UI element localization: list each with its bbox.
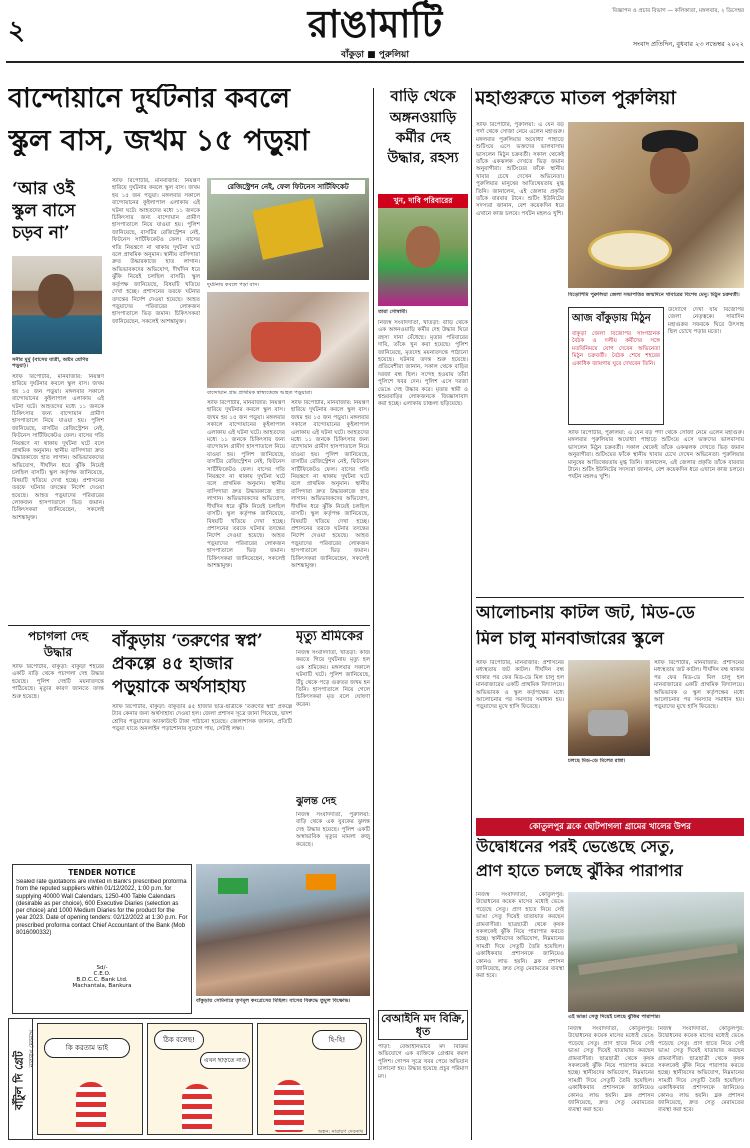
anganwadi-kicker: বাড়ি থেকে (390, 88, 456, 105)
lead-quote: ‘আর ওই স্কুল বাসে চড়ব না’ (12, 179, 76, 243)
mithun-inset-box (568, 307, 664, 425)
portrait-caption: সনীর মুর্মু (বাসের যাত্রী, অষ্টম শ্রেণির পড়ুয়া)। (12, 357, 89, 370)
photo-banner: রেজিস্ট্রেশন নেই, ফেল ফিটনেস সার্টিফিকেট (211, 180, 365, 194)
patient-shape (251, 322, 321, 362)
batul-figure-3 (274, 1080, 304, 1132)
midday-headline-2: মিল চালু মানবাজারের স্কুলে (476, 630, 664, 649)
lead-headline-1: বান্দোয়ানে দুর্ঘটনার কবলে (8, 84, 290, 114)
masthead-top-right: বিজ্ঞাপন ও প্রচার বিভাগ — কলিকাতা, মঙ্গলবার, ২ ডিসেম্বর (612, 8, 744, 14)
bridge-body-3: নিজস্ব সংবাদদাতা, কোতুলপুর: উদ্বোধনের কয়েক মাসের মধ্যেই ভেঙে পড়েছে সেতু। প্রাণ হাতে নিয়ে সেই ভাঙা সেতু দিয়েই যাতায়াত করছেন গ্রামবাসীরা। ছাত্রছাত্রী থেকে কৃষক সকলকেই ঝুঁকি নিয়ে পারাপার করতে হচ্ছে। স্থানীয়দের অভিযোগ, নিম্নমানের সামগ্রী দিয়ে সেতুটি তৈরি হয়েছিল। একাধিকবার প্রশাসনকে জানিয়েও কোনও লাভ হয়নি। ব্লক প্রশাসন জানিয়েছে, দ্রুত সেতু মেরামতের ব্যবস্থা করা হবে। (658, 1026, 744, 1114)
comic-panel-3 (257, 1023, 367, 1135)
bus-shape (252, 198, 323, 260)
labourer-headline: মৃত্যু শ্রমিকের (296, 630, 364, 644)
liquor-body: পাড়া: বেআইনিভাবে মদ বিক্রির অভিযোগে এক ব্যক্তিকে গ্রেপ্তার করল পুলিশ। গোপন সূত্রে খবর পেয়ে অভিযান চালানো হয়। উদ্ধার হয়েছে প্রচুর পরিমাণ মদ। (378, 1044, 468, 1080)
bridge-body: নিজস্ব সংবাদদাতা, কোতুলপুর: উদ্বোধনের কয়েক মাসের মধ্যেই ভেঙে পড়েছে সেতু। প্রাণ হাতে নিয়ে সেই ভাঙা সেতু দিয়েই যাতায়াত করছেন গ্রামবাসীরা। ছাত্রছাত্রী থেকে কৃষক সকলকেই ঝুঁকি নিয়ে পারাপার করতে হচ্ছে। স্থানীয়দের অভিযোগ, নিম্নমানের সামগ্রী দিয়ে সেতুটি তৈরি হয়েছিল। একাধিকবার প্রশাসনকে জানিয়েও কোনও লাভ হয়নি। ব্লক প্রশাসন জানিয়েছে, দ্রুত সেতু মেরামতের ব্যবস্থা করা হবে। (476, 892, 564, 980)
photo-caption-bus: দুর্ঘটনায় কবলে পড়া বাস। (207, 282, 260, 288)
portrait-face (38, 274, 74, 318)
tender-title: TENDER NOTICE (68, 868, 136, 877)
tender-notice (12, 864, 192, 1014)
tender-body: Sealed rate quotations are invited in Bank's prescribed proforma from the reputed suppliers within 01/12/2022, 1:00 p.m. for supplying 40000 Wall Calendars, 1250-400 Table Calendars (desirable as per choice), 600 Executive Diaries (selection as per choice) and 1000 Medium Diaries for the product for the year 2023. Date of opening tenders: 02/12/2022 at 1:30 p.m. For prescribed proforma contact Chief Accountant of the Bank (Mob 8016090332) (16, 879, 188, 937)
bridge-photo-caption: এই ভাঙা সেতু দিয়েই চলছে ঝুঁকির পারাপার। (568, 1014, 661, 1020)
midday-photo (568, 660, 650, 756)
divider-column-2 (471, 88, 472, 1140)
anganwadi-caption: তারা গোস্বামী। (378, 309, 408, 315)
rally-flag-2 (306, 874, 336, 890)
tender-signer-2: C.E.O. (93, 971, 111, 977)
batul-figure-2 (182, 1084, 212, 1132)
comic-strip (8, 1018, 370, 1140)
speech-bubble-4: এখন ছাড়তে নাও (200, 1052, 250, 1069)
bridge-body-2: নিজস্ব সংবাদদাতা, কোতুলপুর: উদ্বোধনের কয়েক মাসের মধ্যেই ভেঙে পড়েছে সেতু। প্রাণ হাতে নিয়ে সেই ভাঙা সেতু দিয়েই যাতায়াত করছেন গ্রামবাসীরা। ছাত্রছাত্রী থেকে কৃষক সকলকেই ঝুঁকি নিয়ে পারাপার করতে হচ্ছে। স্থানীয়দের অভিযোগ, নিম্নমানের সামগ্রী দিয়ে সেতুটি তৈরি হয়েছিল। একাধিকবার প্রশাসনকে জানিয়েও কোনও লাভ হয়নি। ব্লক প্রশাসন জানিয়েছে, দ্রুত সেতু মেরামতের ব্যবস্থা করা হবে। (568, 1026, 654, 1114)
hanging-body-headline: ঝুলন্ত দেহ (296, 796, 336, 807)
midday-caption: চলছে মিড-ডে মিলের রান্না। (568, 758, 626, 764)
broken-bridge-photo (568, 892, 744, 1012)
photo-caption-hospital: বান্দোয়ান গ্রাম প্রাথমিক স্বাস্থ্যকেন্দ্রে আহত পড়ুয়ারা। (207, 390, 313, 396)
midday-body-2: স্টাফ রিপোর্টার, মানবাজার: প্রশাসনের মধ্যস্থতায় জট কাটল। দীর্ঘদিন বন্ধ থাকার পর ফের মিড-ডে মিল চালু হল মানবাজারের একটি প্রাথমিক বিদ্যালয়ে। অভিভাবক ও স্কুল কর্তৃপক্ষের মধ্যে আলোচনার পর সমস্যার সমাধান হয়। পড়ুয়াদের মুখে হাসি ফিরেছে। (654, 660, 744, 711)
comic-panel-1 (37, 1023, 143, 1135)
midday-headline-1: আলোচনায় কাটল জট, মিড-ডে (476, 604, 695, 623)
divider-purulia (476, 597, 744, 598)
hospital-photo (207, 292, 369, 388)
lead-body-col4: স্টাফ রিপোর্টার, মানবাজার: নিয়ন্ত্রণ হারিয়ে দুর্ঘটনার কবলে স্কুল বাস। জখম হয় ১৫ জন পড়ুয়া। মঙ্গলবার সকালে বান্দোয়ানের কুইলাপাল এলাকায় এই ঘটনা ঘটে। আহতদের মধ্যে ১১ জনকে চিকিৎসার জন্য বান্দোয়ান গ্রামীণ হাসপাতালে নিয়ে যাওয়া হয়। পুলিশ জানিয়েছে, বাসটির রেজিস্ট্রেশন নেই, ফিটনেস সার্টিফিকেটও ফেল। বাসের গতি নিয়ন্ত্রণে না থাকায় দুর্ঘটনা ঘটে বলে প্রাথমিক অনুমান। স্থানীয় বাসিন্দারা দ্রুত উদ্ধারকাজে হাত লাগান। অভিভাবকদের অভিযোগ, দীর্ঘদিন ধরে ঝুঁকি নিয়েই চলছিল বাসটি। স্কুল কর্তৃপক্ষ জানিয়েছে, বিষয়টি খতিয়ে দেখা হচ্ছে। প্রশাসনের তরফে ঘটনার তদন্তের নির্দেশ দেওয়া হয়েছে। আহত পড়ুয়াদের পরিবারের লোকজন হাসপাতালে ভিড় জমান। চিকিৎসকরা জানিয়েছেন, সকলেই আশঙ্কামুক্ত। (291, 400, 369, 569)
speech-bubble-2: ঠিক বলেছ! (154, 1030, 204, 1050)
bridge-headline-2: প্রাণ হাতে চলছে ঝুঁকির পারাপার (476, 862, 683, 880)
masthead-subtitle: বাঁকুড়া ■ পুরুলিয়া (341, 50, 409, 60)
corpse-body: স্টাফ রিপোর্টার, বাঁকুড়া: বাঁকুড়া শহরের একটি বাড়ি থেকে পচাগলা দেহ উদ্ধার হয়েছে। পুলিশ দেহটি ময়নাতদন্তে পাঠিয়েছে। মৃত্যুর কারণ জানতে তদন্ত শুরু হয়েছে। (12, 664, 104, 700)
lead-body-col3: স্টাফ রিপোর্টার, মানবাজার: নিয়ন্ত্রণ হারিয়ে দুর্ঘটনার কবলে স্কুল বাস। জখম হয় ১৫ জন পড়ুয়া। মঙ্গলবার সকালে বান্দোয়ানের কুইলাপাল এলাকায় এই ঘটনা ঘটে। আহতদের মধ্যে ১১ জনকে চিকিৎসার জন্য বান্দোয়ান গ্রামীণ হাসপাতালে নিয়ে যাওয়া হয়। পুলিশ জানিয়েছে, বাসটির রেজিস্ট্রেশন নেই, ফিটনেস সার্টিফিকেটও ফেল। বাসের গতি নিয়ন্ত্রণে না থাকায় দুর্ঘটনা ঘটে বলে প্রাথমিক অনুমান। স্থানীয় বাসিন্দারা দ্রুত উদ্ধারকাজে হাত লাগান। অভিভাবকদের অভিযোগ, দীর্ঘদিন ধরে ঝুঁকি নিয়েই চলছিল বাসটি। স্কুল কর্তৃপক্ষ জানিয়েছে, বিষয়টি খতিয়ে দেখা হচ্ছে। প্রশাসনের তরফে ঘটনার তদন্তের নির্দেশ দেওয়া হয়েছে। আহত পড়ুয়াদের পরিবারের লোকজন হাসপাতালে ভিড় জমান। চিকিৎসকরা জানিয়েছেন, সকলেই আশঙ্কামুক্ত। (207, 400, 285, 569)
purulia-body-2: উদ্যোগে দেখা যায় বিজেপির জেলা নেতৃত্বকে। সারাদিন মহাগুরুর সফরকে ঘিরে উৎসাহ ছিল চোখে পড়ার মতো। (668, 307, 744, 336)
lead-body-left: স্টাফ রিপোর্টার, মানবাজার: নিয়ন্ত্রণ হারিয়ে দুর্ঘটনার কবলে স্কুল বাস। জখম হয় ১৫ জন পড়ুয়া। মঙ্গলবার সকালে বান্দোয়ানের কুইলাপাল এলাকায় এই ঘটনা ঘটে। আহতদের মধ্যে ১১ জনকে চিকিৎসার জন্য বান্দোয়ান গ্রামীণ হাসপাতালে নিয়ে যাওয়া হয়। পুলিশ জানিয়েছে, বাসটির রেজিস্ট্রেশন নেই, ফিটনেস সার্টিফিকেটও ফেল। বাসের গতি নিয়ন্ত্রণে না থাকায় দুর্ঘটনা ঘটে বলে প্রাথমিক অনুমান। স্থানীয় বাসিন্দারা দ্রুত উদ্ধারকাজে হাত লাগান। অভিভাবকদের অভিযোগ, দীর্ঘদিন ধরে ঝুঁকি নিয়েই চলছিল বাসটি। স্কুল কর্তৃপক্ষ জানিয়েছে, বিষয়টি খতিয়ে দেখা হচ্ছে। প্রশাসনের তরফে ঘটনার তদন্তের নির্দেশ দেওয়া হয়েছে। আহত পড়ুয়াদের পরিবারের লোকজন হাসপাতালে ভিড় জমান। চিকিৎসকরা জানিয়েছেন, সকলেই আশঙ্কামুক্ত। (12, 374, 104, 521)
inset-body: বাঁকুড়া জেলা বিজেপির সাংগঠনিক বৈঠক ও দলীয় কর্মীদের সঙ্গে মতবিনিময়ে যোগ দেবেন অভিনেতা মিঠুন চক্রবর্তী। বৈঠক শেষে শহরের একাধিক জায়গায় ঘুরে দেখবেন তিনি। (572, 331, 660, 367)
inset-title: আজ বাঁকুড়ায় মিঠুন (572, 313, 651, 324)
mithun-photo-caption: বিড়োশিমি পুরুলিয়া জেলা সভাপতির জন্মদিনে খাবারের বিশেষ মেনু। মিঠুন চক্রবর্তী। (568, 292, 740, 298)
anganwadi-portrait (378, 208, 468, 306)
comic-signature: অঙ্কন: নারায়ণ দেবনাথ (317, 1129, 363, 1135)
divider-column-1 (373, 88, 374, 1140)
rally-flag (218, 878, 248, 894)
anganwadi-face (406, 226, 440, 268)
comic-title: বাঁটুল দি গ্রেট (12, 1051, 26, 1110)
lead-headline-2: স্কুল বাস, জখম ১৫ পড়ুয়া (8, 124, 310, 157)
page-number: ২ (8, 16, 25, 46)
anganwadi-body: নিজস্ব সংবাদদাতা, খাতড়া: বাড়ি থেকে এক অঙ্গনওয়াড়ি কর্মীর দেহ উদ্ধার ঘিরে রহস্য দানা বেঁধেছে। মৃতার পরিবারের দাবি, তাঁকে খুন করা হয়েছে। পুলিশ জানিয়েছে, মৃতদেহ ময়নাতদন্তে পাঠানো হয়েছে। ঘটনার তদন্ত শুরু হয়েছে। প্রতিবেশীরা জানান, সকাল থেকে বাড়ির দরজা বন্ধ ছিল। সন্দেহ হওয়ায় তাঁরা পুলিশে খবর দেন। পুলিশ এসে দরজা ভেঙে দেহ উদ্ধার করে। মৃতার স্বামী ও শ্বশুরবাড়ির লোকজনকে জিজ্ঞাসাবাদ করা হচ্ছে। এলাকায় চাঞ্চল্য ছড়িয়েছে। (378, 320, 468, 408)
food-plate (588, 230, 672, 270)
comic-credit: নারায়ণ দেবনাথ (28, 1029, 36, 1068)
scholarship-headline: বাঁকুড়ায় ‘তরুণের স্বপ্ন’ প্রকল্পে ৪৫ হাজার পড়ুয়াকে অর্থসাহায্য (112, 631, 263, 697)
midday-body: স্টাফ রিপোর্টার, মানবাজার: প্রশাসনের মধ্যস্থতায় জট কাটল। দীর্ঘদিন বন্ধ থাকার পর ফের মিড-ডে মিল চালু হল মানবাজারের একটি প্রাথমিক বিদ্যালয়ে। অভিভাবক ও স্কুল কর্তৃপক্ষের মধ্যে আলোচনার পর সমস্যার সমাধান হয়। পড়ুয়াদের মুখে হাসি ফিরেছে। (476, 660, 564, 711)
anganwadi-banner: খুন, দাবি পরিবারের (378, 194, 468, 210)
rally-photo (196, 864, 370, 996)
student-portrait (12, 256, 102, 354)
speech-bubble-3: হি-হি! (312, 1030, 362, 1050)
batul-figure-1 (76, 1082, 106, 1132)
labourer-body: নিজস্ব সংবাদদাতা, খাতড়া: কাজ করতে গিয়ে দুর্ঘটনায় মৃত্যু হল এক শ্রমিকের। মঙ্গলবার সকালে ঘটনাটি ঘটে। পুলিশ জানিয়েছে, উঁচু থেকে পড়ে গুরুতর জখম হন তিনি। হাসপাতালে নিয়ে গেলে চিকিৎসকরা মৃত বলে ঘোষণা করেন। (296, 650, 370, 708)
liquor-headline: বেআইনি মদ বিক্রি, ধৃত (381, 1012, 465, 1038)
masthead-rule (6, 61, 744, 63)
rally-caption: বাঁকুড়ায় সেমিনারে তৃণমূল কংগ্রেসের মিছিল। বাসের বিরুদ্ধে তুমুল বিক্ষোভ। (196, 998, 351, 1004)
scholarship-body: স্টাফ রিপোর্টার, বাঁকুড়া: বাঁকুড়ার ৪৫ হাজার ছাত্র-ছাত্রীকে ‘তরুণের স্বপ্ন’ প্রকল্পে ট্যাব কেনার জন্য অর্থসাহায্য দেওয়া হল। জেলা প্রশাসন সূত্রে জানা গিয়েছে, দ্বাদশ শ্রেণির পড়ুয়াদের অ্যাকাউন্টে টাকা পাঠানো হয়েছে। জেলাশাসক জানান, প্রতিটি পড়ুয়া যাতে অনলাইন পড়াশোনার সুযোগ পায়, সেটাই লক্ষ্য। (112, 704, 292, 733)
bridge-kicker: কোতুলপুর ব্লকে ছোটপাগলা গ্রামের খালের উপর (476, 818, 744, 836)
mithun-photo (568, 122, 744, 288)
tender-signer-4: Machantala, Bankura (72, 983, 132, 989)
purulia-body: স্টাফ রিপোর্টার, পুরুলিয়া: এ যেন বড় পর্দা থেকে সোজা নেমে এলেন মহাগুরু। মঙ্গলবার পুরুলিয়ার অযোধ্যা পাহাড়ে শুটিংয়ে এসে ভক্তদের ভালবাসায় ভাসলেন মিঠুন চক্রবর্তী। সকাল থেকেই তাঁকে একঝলক দেখতে ভিড় জমান অনুরাগীরা। শুটিংয়ের ফাঁকে স্থানীয় খাবার চেখে দেখেন অভিনেতা। পুরুলিয়ার মানুষের আতিথেয়তায় মুগ্ধ তিনি। জানালেন, এই জেলার প্রকৃতি তাঁকে বারবার টানে। শুটিং ইউনিটের সদস্যরা জানান, বেশ কয়েকদিন ধরে এখানে কাজ চলবে। পর্যটন মহলও খুশি। (476, 122, 564, 217)
comic-panel-2 (147, 1023, 253, 1135)
cooking-pot (588, 710, 628, 736)
anganwadi-headline: অঙ্গনওয়াড়ি কর্মীর দেহ উদ্ধার, রহস্য (387, 110, 459, 166)
tender-signer-3: B.D.C.C. Bank Ltd. (76, 977, 128, 983)
tender-signer-1: Sd/- (96, 965, 108, 971)
corpse-headline: পচাগলা দেহ উদ্ধার (27, 629, 89, 659)
bridge-headline-1: উদ্বোধনের পরই ভেঙেছে সেতু, (476, 838, 675, 856)
hanging-body-text: নিজস্ব সংবাদদাতা, পুরুলিয়া: বাড়ি থেকে এক যুবকের ঝুলন্ত দেহ উদ্ধার হয়েছে। পুলিশ একটি অস্বাভাবিক মৃত্যুর মামলা রুজু করেছে। (296, 812, 370, 848)
mithun-face (650, 148, 690, 194)
masthead-date: সংবাদ প্রতিদিন, বুধবার ২৩ নভেম্বর ২০২২ (632, 40, 744, 48)
masthead (0, 0, 750, 62)
bus-accident-photo (207, 178, 369, 280)
divider-lead (8, 625, 370, 626)
lead-body-column: স্টাফ রিপোর্টার, মানবাজার: নিয়ন্ত্রণ হারিয়ে দুর্ঘটনার কবলে স্কুল বাস। জখম হয় ১৫ জন পড়ুয়া। মঙ্গলবার সকালে বান্দোয়ানের কুইলাপাল এলাকায় এই ঘটনা ঘটে। আহতদের মধ্যে ১১ জনকে চিকিৎসার জন্য বান্দোয়ান গ্রামীণ হাসপাতালে নিয়ে যাওয়া হয়। পুলিশ জানিয়েছে, বাসটির রেজিস্ট্রেশন নেই, ফিটনেস সার্টিফিকেটও ফেল। বাসের গতি নিয়ন্ত্রণে না থাকায় দুর্ঘটনা ঘটে বলে প্রাথমিক অনুমান। স্থানীয় বাসিন্দারা দ্রুত উদ্ধারকাজে হাত লাগান। অভিভাবকদের অভিযোগ, দীর্ঘদিন ধরে ঝুঁকি নিয়েই চলছিল বাসটি। স্কুল কর্তৃপক্ষ জানিয়েছে, বিষয়টি খতিয়ে দেখা হচ্ছে। প্রশাসনের তরফে ঘটনার তদন্তের নির্দেশ দেওয়া হয়েছে। আহত পড়ুয়াদের পরিবারের লোকজন হাসপাতালে ভিড় জমান। চিকিৎসকরা জানিয়েছেন, সকলেই আশঙ্কামুক্ত। (112, 178, 200, 325)
masthead-title: রাঙামাটি (307, 1, 443, 46)
purulia-headline: মহাগুরুতে মাতল পুরুলিয়া (475, 88, 676, 109)
purulia-body-3: স্টাফ রিপোর্টার, পুরুলিয়া: এ যেন বড় পর্দা থেকে সোজা নেমে এলেন মহাগুরু। মঙ্গলবার পুরুলিয়ার অযোধ্যা পাহাড়ে শুটিংয়ে এসে ভক্তদের ভালবাসায় ভাসলেন মিঠুন চক্রবর্তী। সকাল থেকেই তাঁকে একঝলক দেখতে ভিড় জমান অনুরাগীরা। শুটিংয়ের ফাঁকে স্থানীয় খাবার চেখে দেখেন অভিনেতা। পুরুলিয়ার মানুষের আতিথেয়তায় মুগ্ধ তিনি। জানালেন, এই জেলার প্রকৃতি তাঁকে বারবার টানে। শুটিং ইউনিটের সদস্যরা জানান, বেশ কয়েকদিন ধরে এখানে কাজ চলবে। পর্যটন মহলও খুশি। (568, 430, 744, 481)
speech-bubble-1: কি করতাম ভাই (44, 1038, 130, 1058)
bridge-deck (578, 943, 738, 975)
